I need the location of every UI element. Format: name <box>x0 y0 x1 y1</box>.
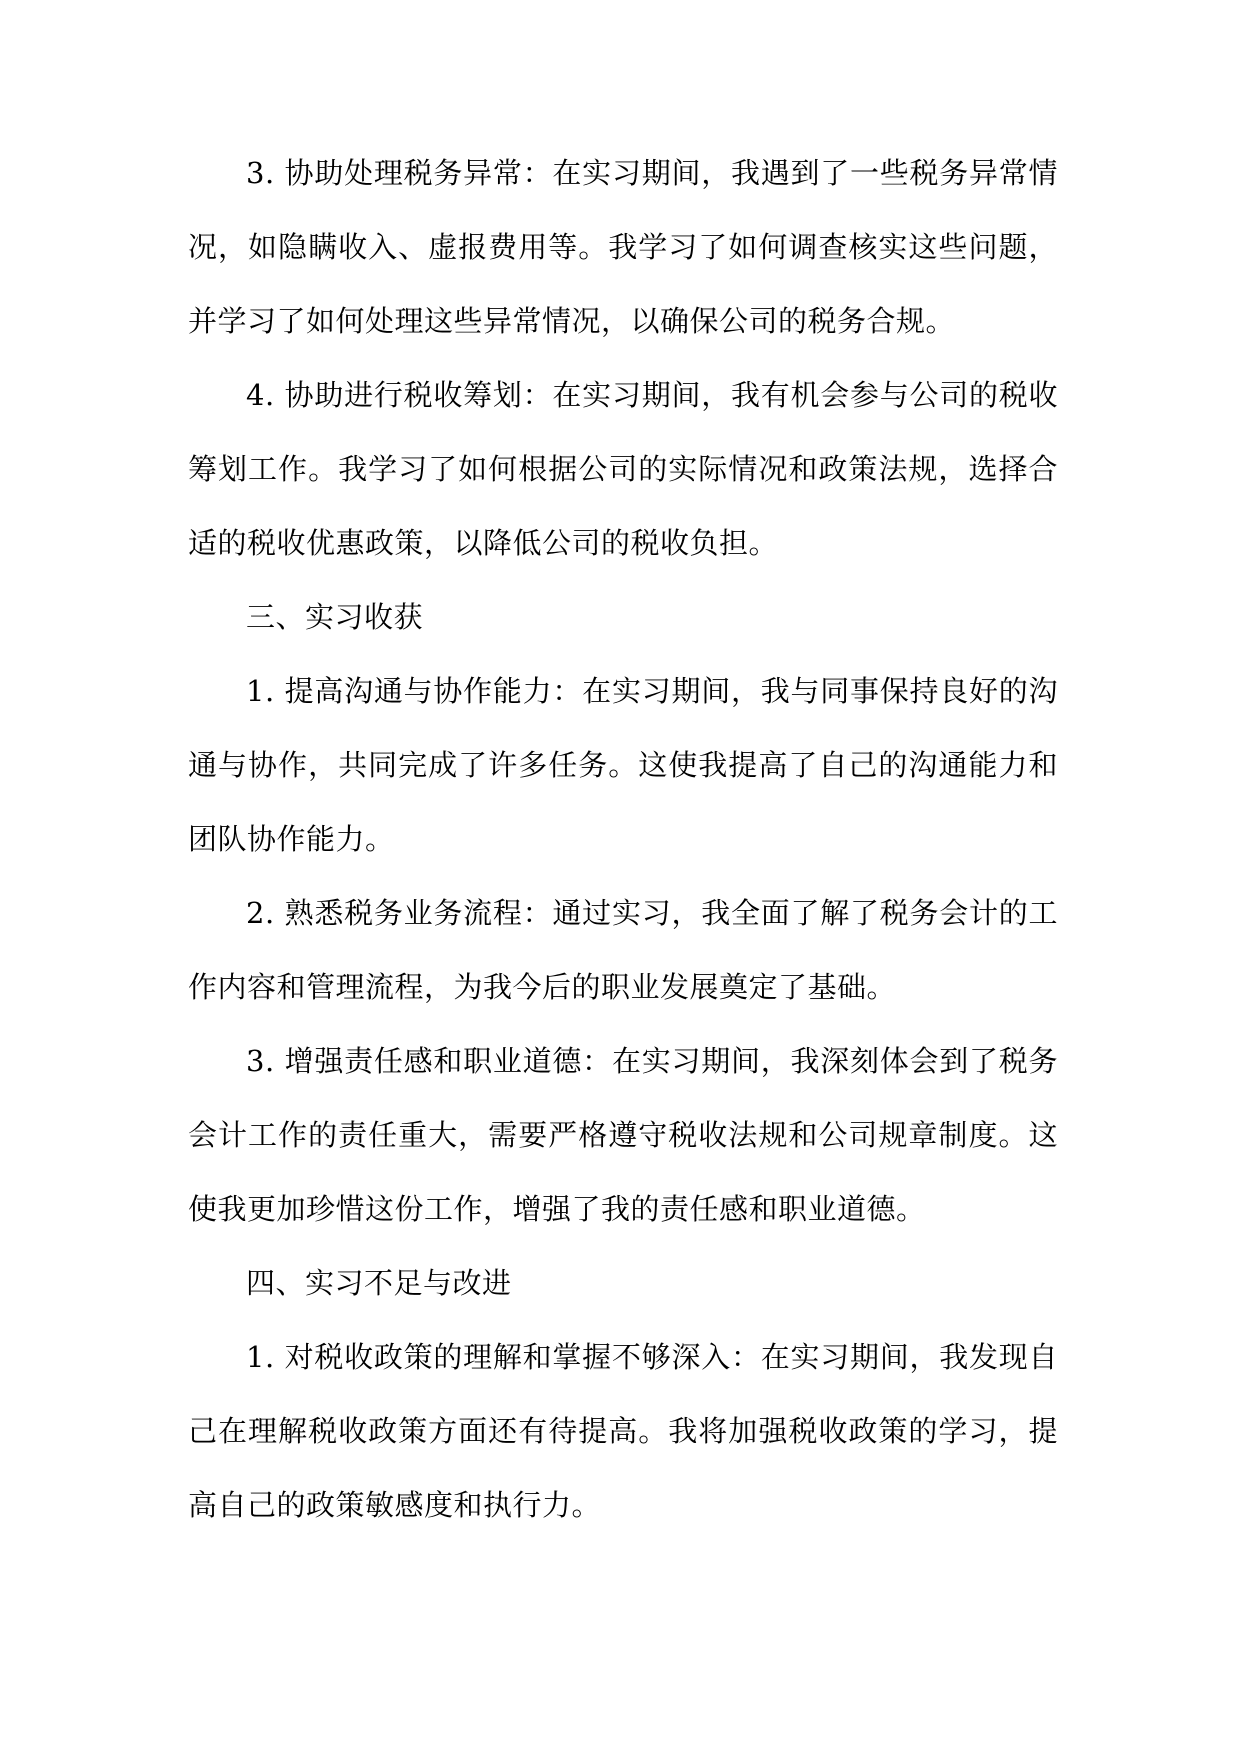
paragraph-communication: 1. 提高沟通与协作能力：在实习期间，我与同事保持良好的沟通与协作，共同完成了许多任务。这使我提高了自己的沟通能力和团队协作能力。 <box>188 674 1058 856</box>
section-heading-gains: 三、实习收获 <box>246 600 424 634</box>
paragraph-tax-anomaly: 3. 协助处理税务异常：在实习期间，我遇到了一些税务异常情况，如隐瞒收入、虚报费用等。我学习了如何调查核实这些问题，并学习了如何处理这些异常情况，以确保公司的税务合规。 <box>188 156 1058 338</box>
paragraph-tax-planning: 4. 协助进行税收筹划：在实习期间，我有机会参与公司的税收筹划工作。我学习了如何根据公司的实际情况和政策法规，选择合适的税收优惠政策，以降低公司的税收负担。 <box>188 378 1058 560</box>
document-page <box>188 136 1058 1542</box>
paragraph-workflow: 2. 熟悉税务业务流程：通过实习，我全面了解了税务会计的工作内容和管理流程，为我今后的职业发展奠定了基础。 <box>188 896 1058 1004</box>
paragraph-policy-understanding: 1. 对税收政策的理解和掌握不够深入：在实习期间，我发现自己在理解税收政策方面还有待提高。我将加强税收政策的学习，提高自己的政策敏感度和执行力。 <box>188 1340 1058 1522</box>
paragraph-responsibility: 3. 增强责任感和职业道德：在实习期间，我深刻体会到了税务会计工作的责任重大，需要严格遵守税收法规和公司规章制度。这使我更加珍惜这份工作，增强了我的责任感和职业道德。 <box>188 1044 1058 1226</box>
section-heading-shortcomings: 四、实习不足与改进 <box>246 1266 512 1300</box>
